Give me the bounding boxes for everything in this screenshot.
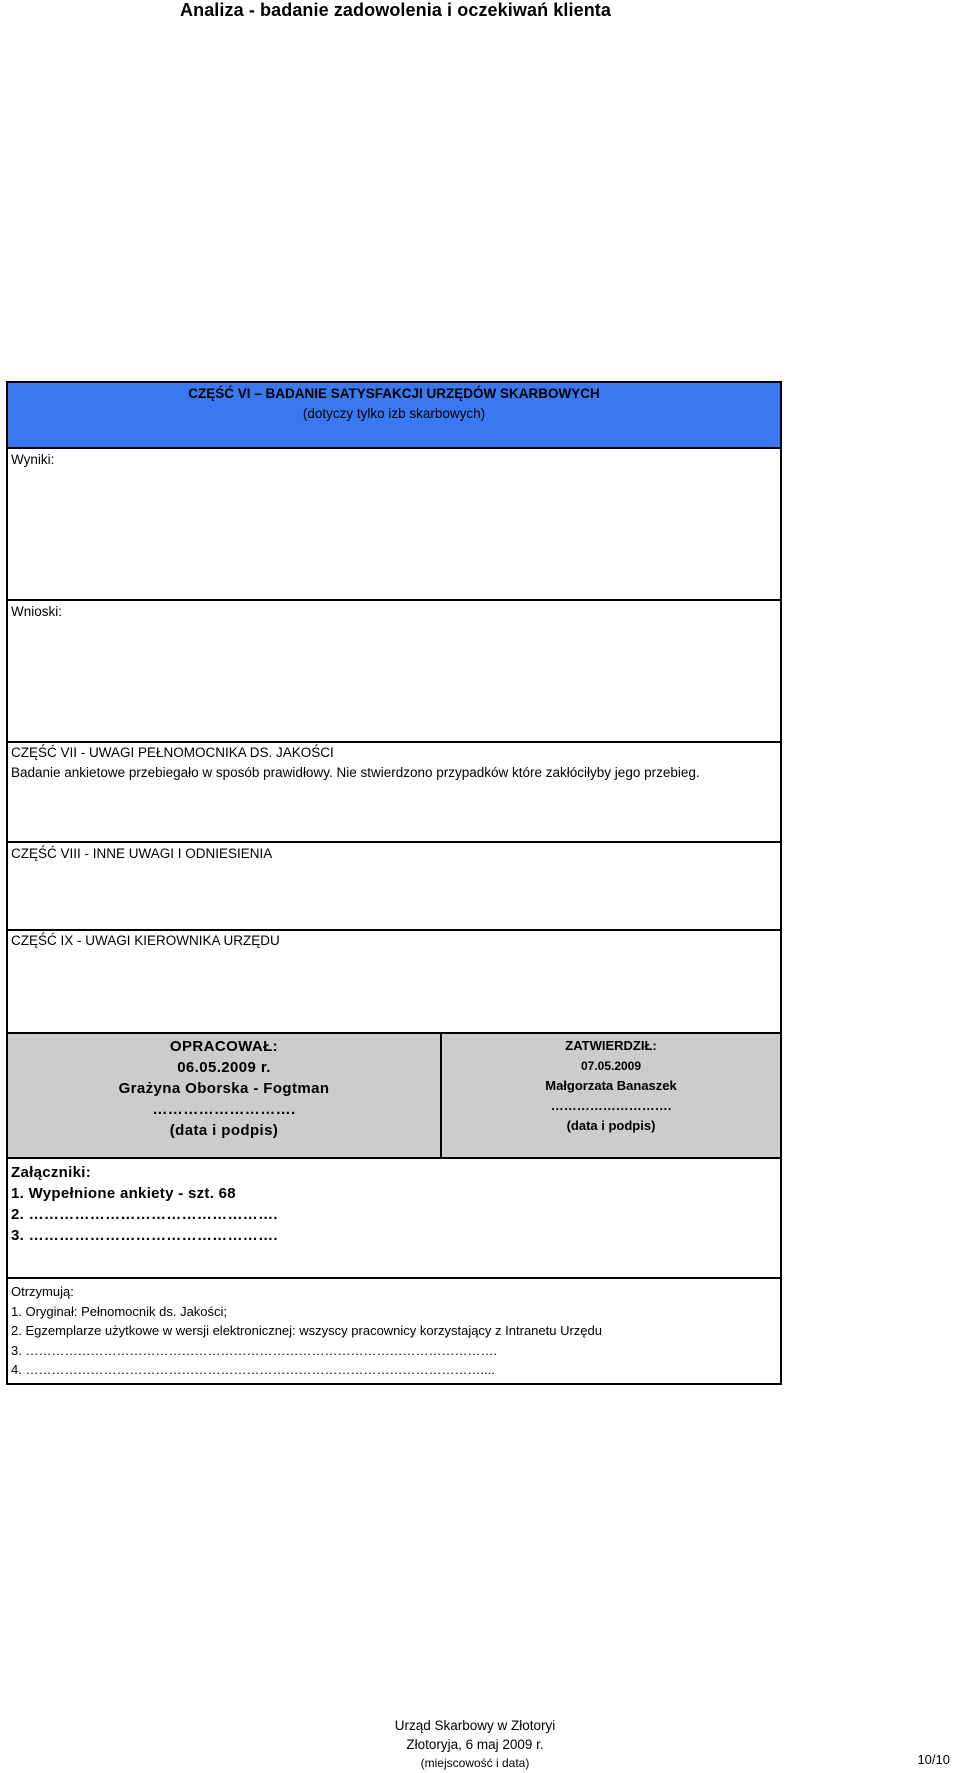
approved-name: Małgorzata Banaszek [545,1078,677,1093]
section6-title: CZĘŚĆ VI – BADANIE SATYSFAKCJI URZĘDÓW SKARBOWYCH [188,386,600,401]
footer-place-date: Złotoryja, 6 maj 2009 r. [406,1737,544,1752]
recipient-item: 3. ………………………………………………………………………………………………. [11,1342,498,1358]
section6-subtitle: (dotyczy tylko izb skarbowych) [302,406,486,421]
attachments-block [8,1159,780,1277]
results-field[interactable] [8,449,780,599]
report-form [6,381,782,1385]
prepared-name: Grażyna Oborska - Fogtman [118,1080,330,1097]
section8-block[interactable] [8,843,780,929]
recipient-item: 2. Egzemplarze użytkowe w wersji elektronicznej: wszyscy pracownicy korzystający z Intranetu Urzędu [11,1323,602,1338]
approved-signature-line: ………………………. [550,1098,672,1113]
footer-caption: (miejscowość i data) [420,1756,530,1770]
prepared-signature-line: ………………………. [152,1101,296,1118]
section6-header [8,383,780,447]
section7-text: Badanie ankietowe przebiegało w sposób prawidłowy. Nie stwierdzono przypadków które zakłóciłyby jego przebieg. [11,765,700,780]
prepared-caption: (data i podpis) [169,1122,279,1139]
recipient-item: 1. Oryginał: Pełnomocnik ds. Jakości; [11,1303,228,1319]
section8-title: CZĘŚĆ VIII - INNE UWAGI I ODNIESIENIA [11,846,273,861]
attachment-item: 1. Wypełnione ankiety - szt. 68 [11,1185,236,1202]
prepared-date: 06.05.2009 r. [177,1059,271,1076]
recipient-item: 4. …………………………………………………………………………………………….... [11,1362,495,1377]
results-label: Wyniki: [11,452,55,467]
section7-block [8,743,780,841]
recipients-block [8,1279,780,1383]
attachment-item: 3. …………………………………………. [11,1227,278,1244]
page-number: 10/10 [917,1752,950,1767]
signature-row [8,1034,780,1157]
conclusions-field[interactable] [8,601,780,741]
prepared-by-cell [8,1034,442,1157]
section9-block[interactable] [8,931,780,1034]
approved-by-cell [442,1034,780,1157]
attachment-item: 2. …………………………………………. [11,1206,278,1223]
footer [300,1716,650,1773]
approved-label: ZATWIERDZIŁ: [565,1038,657,1053]
approved-date: 07.05.2009 [580,1059,642,1073]
conclusions-label: Wnioski: [11,604,63,619]
footer-office: Urząd Skarbowy w Złotoryi [394,1718,556,1733]
recipients-label: Otrzymują: [11,1284,74,1299]
section7-title: CZĘŚĆ VII - UWAGI PEŁNOMOCNIKA DS. JAKOŚCI [11,745,334,760]
section9-title: CZĘŚĆ IX - UWAGI KIEROWNIKA URZĘDU [11,933,280,948]
prepared-label: OPRACOWAŁ: [169,1038,279,1055]
approved-caption: (data i podpis) [566,1118,656,1133]
attachments-label: Załączniki: [11,1164,91,1181]
document-title: Analiza - badanie zadowolenia i oczekiwań klienta [180,0,612,20]
